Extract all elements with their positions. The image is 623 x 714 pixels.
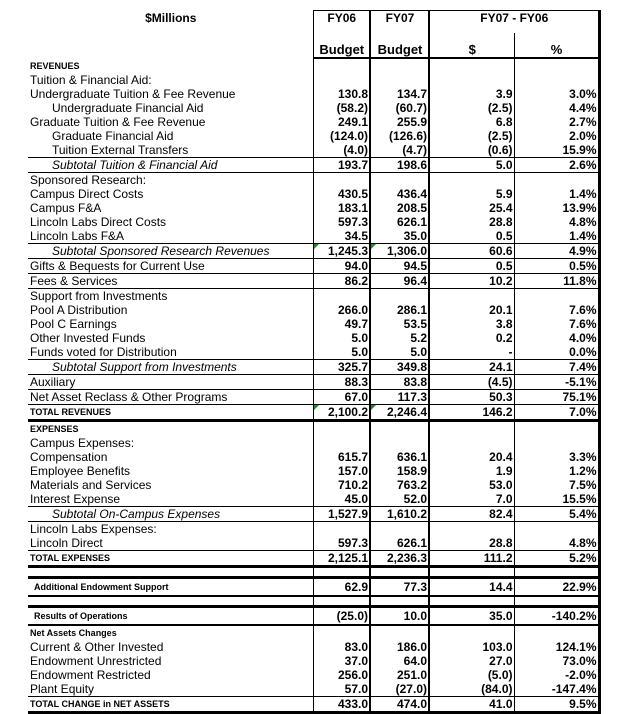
percent-change-value	[514, 567, 599, 578]
percent-change-value: 4.8%	[514, 536, 599, 551]
fy06-value: 62.9	[313, 578, 370, 597]
row-label: Campus Expenses:	[30, 436, 135, 450]
fy07-value: 763.2	[370, 478, 429, 492]
row-label: Subtotal Support from Investments	[28, 360, 313, 375]
percent-change-value: 15.9%	[514, 143, 599, 158]
percent-change-value: -2.0%	[514, 668, 599, 682]
dollar-change-value: (2.5)	[429, 101, 514, 115]
fy07-value	[370, 522, 429, 537]
table-row	[28, 129, 599, 143]
percent-change-value: 0.0%	[514, 345, 599, 360]
percent-change-value: 7.0%	[514, 405, 599, 421]
dollar-change-value	[429, 522, 514, 537]
total-row	[28, 405, 599, 421]
row-label: Graduate Tuition & Fee Revenue	[30, 115, 206, 129]
percent-change-value: 22.9%	[514, 578, 599, 597]
table-row	[28, 229, 599, 244]
dollar-change-value	[429, 567, 514, 578]
budget-table	[28, 10, 601, 59]
row-label: Materials and Services	[30, 478, 152, 492]
row-label	[28, 567, 313, 578]
fy07-value: 64.0	[370, 654, 429, 668]
row-label: Tuition & Financial Aid:	[30, 73, 152, 87]
dollar-change-value: 28.8	[429, 215, 514, 229]
percent-change-value: -5.1%	[514, 375, 599, 390]
total-row	[28, 551, 599, 567]
fy07-value	[370, 59, 429, 73]
row-label: REVENUES	[30, 61, 80, 71]
fy06-value	[313, 59, 370, 73]
fy07-value: 117.3	[370, 390, 429, 405]
percent-change-value: 1.4%	[514, 187, 599, 201]
percent-change-value	[514, 625, 599, 640]
percent-change-value: 3.3%	[514, 450, 599, 464]
dollar-change-value: 111.2	[429, 551, 514, 567]
percent-change-value: 7.6%	[514, 317, 599, 331]
fy07-value: 5.2	[370, 331, 429, 345]
row-label: Endowment Restricted	[30, 668, 151, 682]
fy06-value: 597.3	[313, 215, 370, 229]
dollar-change-value: 25.4	[429, 201, 514, 215]
spacer-row	[28, 596, 599, 607]
dollar-change-value: (84.0)	[429, 682, 514, 697]
fy07-value: 10.0	[370, 607, 429, 626]
dollar-change-value: 27.0	[429, 654, 514, 668]
row-label: Tuition External Transfers	[52, 143, 189, 157]
fy07-value: 5.0	[370, 345, 429, 360]
header-row-top	[28, 11, 599, 34]
dollar-change-value: 146.2	[429, 405, 514, 421]
row-label: Lincoln Labs Expenses:	[28, 522, 313, 537]
fy06-value: 88.3	[313, 375, 370, 390]
fy07-value: 474.0	[370, 697, 429, 713]
dollar-change-value: 103.0	[429, 640, 514, 654]
dollar-change-value: 60.6	[429, 244, 514, 259]
percent-change-value	[514, 596, 599, 607]
percent-change-value: 2.0%	[514, 129, 599, 143]
percent-change-value: 2.6%	[514, 158, 599, 173]
col-header-fy06: FY06	[313, 11, 370, 34]
row-label: Campus F&A	[30, 201, 102, 215]
fy07-value: (4.7)	[370, 143, 429, 158]
row-label: Sponsored Research:	[28, 173, 313, 188]
fy07-value: 94.5	[370, 259, 429, 274]
percent-change-value	[514, 173, 599, 188]
fy07-value	[370, 625, 429, 640]
endowment-support-row	[28, 578, 599, 597]
row-label: Lincoln Labs Direct Costs	[30, 215, 167, 229]
fy06-value: 1,245.3	[313, 244, 370, 259]
dollar-change-value: 5.0	[429, 158, 514, 173]
fy06-value: 433.0	[313, 697, 370, 713]
row-label: Campus Direct Costs	[30, 187, 144, 201]
percent-change-value	[514, 59, 599, 73]
fy07-value: 251.0	[370, 668, 429, 682]
dollar-change-value: 28.8	[429, 536, 514, 551]
fy07-value: 626.1	[370, 215, 429, 229]
row-label: Compensation	[30, 450, 108, 464]
fy07-value: 83.8	[370, 375, 429, 390]
percent-change-value: 1.2%	[514, 464, 599, 478]
fy07-value: 1,610.2	[370, 507, 429, 522]
fy06-value: 2,100.2	[313, 405, 370, 421]
row-label: Graduate Financial Aid	[52, 129, 174, 143]
row-label: Net Assets Changes	[30, 628, 117, 638]
row-label: Other Invested Funds	[30, 331, 146, 345]
row-label: Pool C Earnings	[30, 317, 117, 331]
row-label: Subtotal On-Campus Expenses	[28, 507, 313, 522]
fy06-value: 5.0	[313, 345, 370, 360]
dollar-change-value: 3.8	[429, 317, 514, 331]
fy06-value: 2,125.1	[313, 551, 370, 567]
percent-change-value: 4.4%	[514, 101, 599, 115]
table-row	[28, 464, 599, 478]
fy06-value	[313, 436, 370, 450]
fy07-value: 208.5	[370, 201, 429, 215]
table-row	[28, 450, 599, 464]
group-header	[28, 522, 599, 537]
group-header	[28, 436, 599, 450]
row-label: Results of Operations	[28, 607, 313, 626]
fy07-value: 134.7	[370, 87, 429, 101]
units-label: $Millions	[145, 10, 197, 25]
subtotal-row	[28, 244, 599, 259]
row-label: Interest Expense	[30, 492, 121, 506]
table-row	[28, 654, 599, 668]
percent-change-value: -147.4%	[514, 682, 599, 697]
percent-change-value	[514, 522, 599, 537]
table-row	[28, 187, 599, 201]
fy06-value	[313, 421, 370, 437]
row-label: Funds voted for Distribution	[30, 345, 177, 359]
dollar-change-value	[429, 59, 514, 73]
percent-change-value	[514, 289, 599, 304]
row-label: Employee Benefits	[30, 464, 131, 478]
percent-change-value	[514, 436, 599, 450]
row-label: TOTAL EXPENSES	[28, 551, 313, 567]
fy07-value: 96.4	[370, 274, 429, 289]
percent-change-value: 4.8%	[514, 215, 599, 229]
fy06-value: 5.0	[313, 331, 370, 345]
percent-change-value	[514, 421, 599, 437]
dollar-change-value: 20.4	[429, 450, 514, 464]
table-row	[28, 375, 599, 390]
percent-change-value: 3.0%	[514, 87, 599, 101]
fy07-value: 286.1	[370, 303, 429, 317]
row-label: Endowment Unrestricted	[30, 654, 162, 668]
row-label: TOTAL REVENUES	[28, 405, 313, 421]
dollar-change-value: (4.5)	[429, 375, 514, 390]
fy06-value: 249.1	[313, 115, 370, 129]
fy06-value: (58.2)	[313, 101, 370, 115]
percent-change-value: 124.1%	[514, 640, 599, 654]
dollar-change-value: 5.9	[429, 187, 514, 201]
row-label: Lincoln Direct	[30, 536, 103, 550]
fy06-value: 256.0	[313, 668, 370, 682]
percent-change-value: 5.4%	[514, 507, 599, 522]
col-header-fy07-budget: Budget	[370, 33, 429, 58]
row-label	[28, 596, 313, 607]
dollar-change-value: 0.5	[429, 259, 514, 274]
fy07-value	[370, 289, 429, 304]
fy06-value: 130.8	[313, 87, 370, 101]
fy06-value	[313, 567, 370, 578]
table-row	[28, 478, 599, 492]
dollar-change-value	[429, 421, 514, 437]
fy07-value: 77.3	[370, 578, 429, 597]
row-label: EXPENSES	[30, 424, 79, 434]
fy06-value: 183.1	[313, 201, 370, 215]
row-label: Undergraduate Tuition & Fee Revenue	[30, 87, 236, 101]
table-row	[28, 101, 599, 115]
fy06-value: (25.0)	[313, 607, 370, 626]
dollar-change-value: 82.4	[429, 507, 514, 522]
dollar-change-value: (2.5)	[429, 129, 514, 143]
fy07-value	[370, 173, 429, 188]
col-header-difference: FY07 - FY06	[429, 11, 599, 34]
col-header-fy06-budget: Budget	[313, 33, 370, 58]
dollar-change-value: (5.0)	[429, 668, 514, 682]
spacer-row	[28, 567, 599, 578]
dollar-change-value: 0.5	[429, 229, 514, 244]
fy06-value: 57.0	[313, 682, 370, 697]
table-row	[28, 215, 599, 229]
table-row	[28, 303, 599, 317]
percent-change-value: 11.8%	[514, 274, 599, 289]
row-label: Undergraduate Financial Aid	[52, 101, 204, 115]
percent-change-value: 75.1%	[514, 390, 599, 405]
percent-change-value: 4.0%	[514, 331, 599, 345]
percent-change-value: 5.2%	[514, 551, 599, 567]
percent-change-value: 2.7%	[514, 115, 599, 129]
table-row	[28, 331, 599, 345]
table-row	[28, 682, 599, 697]
fy07-value: 436.4	[370, 187, 429, 201]
fy06-value: 325.7	[313, 360, 370, 375]
fy07-value: 186.0	[370, 640, 429, 654]
row-label: Lincoln Labs F&A	[30, 229, 125, 243]
fy06-value: (4.0)	[313, 143, 370, 158]
budget-spreadsheet	[28, 10, 599, 714]
fy07-value: 35.0	[370, 229, 429, 244]
fy06-value	[313, 596, 370, 607]
fy06-value: 157.0	[313, 464, 370, 478]
dollar-change-value	[429, 436, 514, 450]
percent-change-value: 4.9%	[514, 244, 599, 259]
table-row	[28, 390, 599, 405]
percent-change-value: 7.5%	[514, 478, 599, 492]
table-row	[28, 259, 599, 274]
fy06-value: 86.2	[313, 274, 370, 289]
fy07-value: 158.9	[370, 464, 429, 478]
dollar-change-value: 7.0	[429, 492, 514, 507]
table-row	[28, 201, 599, 215]
dollar-change-value	[429, 289, 514, 304]
dollar-change-value: 24.1	[429, 360, 514, 375]
dollar-change-value: 41.0	[429, 697, 514, 713]
fy07-value: 1,306.0	[370, 244, 429, 259]
percent-change-value	[514, 73, 599, 87]
results-of-operations-row	[28, 607, 599, 626]
dollar-change-value	[429, 173, 514, 188]
fy07-value	[370, 596, 429, 607]
row-label: Plant Equity	[30, 682, 95, 696]
fy07-value	[370, 73, 429, 87]
fy06-value: 83.0	[313, 640, 370, 654]
subtotal-row	[28, 360, 599, 375]
percent-change-value: 13.9%	[514, 201, 599, 215]
fy06-value: 615.7	[313, 450, 370, 464]
table-row	[28, 668, 599, 682]
fy06-value: (124.0)	[313, 129, 370, 143]
dollar-change-value: 10.2	[429, 274, 514, 289]
dollar-change-value: 1.9	[429, 464, 514, 478]
row-label: Subtotal Tuition & Financial Aid	[28, 158, 313, 173]
fy07-value: 2,246.4	[370, 405, 429, 421]
dollar-change-value: -	[429, 345, 514, 360]
col-header-percent: %	[514, 33, 599, 58]
dollar-change-value	[429, 596, 514, 607]
fy06-value	[313, 625, 370, 640]
fy07-value: 255.9	[370, 115, 429, 129]
fy07-value: (126.6)	[370, 129, 429, 143]
fy07-value: (60.7)	[370, 101, 429, 115]
fy06-value: 67.0	[313, 390, 370, 405]
percent-change-value: 0.5%	[514, 259, 599, 274]
fy07-value: 349.8	[370, 360, 429, 375]
table-row	[28, 345, 599, 360]
fy06-value: 710.2	[313, 478, 370, 492]
fy06-value: 430.5	[313, 187, 370, 201]
group-header	[28, 73, 599, 87]
fy06-value: 37.0	[313, 654, 370, 668]
fy07-value: (27.0)	[370, 682, 429, 697]
fy07-value	[370, 421, 429, 437]
subtotal-row	[28, 158, 599, 173]
dollar-change-value: (0.6)	[429, 143, 514, 158]
percent-change-value: -140.2%	[514, 607, 599, 626]
row-label: Fees & Services	[28, 274, 313, 289]
table-row	[28, 115, 599, 129]
fy06-value: 266.0	[313, 303, 370, 317]
fy06-value	[313, 173, 370, 188]
dollar-change-value: 35.0	[429, 607, 514, 626]
dollar-change-value: 14.4	[429, 578, 514, 597]
fy07-value: 52.0	[370, 492, 429, 507]
dollar-change-value	[429, 73, 514, 87]
table-row	[28, 536, 599, 551]
percent-change-value: 1.4%	[514, 229, 599, 244]
group-header	[28, 173, 599, 188]
table-row	[28, 492, 599, 507]
fy06-value: 597.3	[313, 536, 370, 551]
dollar-change-value: 6.8	[429, 115, 514, 129]
table-row	[28, 87, 599, 101]
dollar-change-value: 0.2	[429, 331, 514, 345]
fy07-value: 2,236.3	[370, 551, 429, 567]
row-label: Auxiliary	[28, 375, 313, 390]
table-row	[28, 640, 599, 654]
percent-change-value: 73.0%	[514, 654, 599, 668]
fy07-value: 636.1	[370, 450, 429, 464]
row-label: Subtotal Sponsored Research Revenues	[28, 244, 313, 259]
subtotal-row	[28, 507, 599, 522]
fy07-value: 53.5	[370, 317, 429, 331]
fy07-value: 626.1	[370, 536, 429, 551]
fy07-value	[370, 436, 429, 450]
group-header	[28, 289, 599, 304]
table-row	[28, 274, 599, 289]
table-row	[28, 317, 599, 331]
percent-change-value: 9.5%	[514, 697, 599, 713]
row-label: Pool A Distribution	[30, 303, 128, 317]
budget-body	[28, 59, 601, 714]
fy06-value: 49.7	[313, 317, 370, 331]
percent-change-value: 7.4%	[514, 360, 599, 375]
dollar-change-value: 3.9	[429, 87, 514, 101]
fy07-value	[370, 567, 429, 578]
percent-change-value: 7.6%	[514, 303, 599, 317]
row-label: Net Asset Reclass & Other Programs	[28, 390, 313, 405]
fy06-value: 45.0	[313, 492, 370, 507]
section-header-expenses	[28, 421, 599, 437]
row-label: TOTAL CHANGE in NET ASSETS	[28, 697, 313, 713]
table-row	[28, 143, 599, 158]
fy06-value: 94.0	[313, 259, 370, 274]
fy06-value	[313, 522, 370, 537]
group-header	[28, 625, 599, 640]
fy06-value: 1,527.9	[313, 507, 370, 522]
col-header-fy07: FY07	[370, 11, 429, 34]
fy06-value	[313, 73, 370, 87]
dollar-change-value	[429, 625, 514, 640]
fy06-value	[313, 289, 370, 304]
dollar-change-value: 20.1	[429, 303, 514, 317]
fy06-value: 193.7	[313, 158, 370, 173]
row-label: Current & Other Invested	[30, 640, 164, 654]
dollar-change-value: 50.3	[429, 390, 514, 405]
fy07-value: 198.6	[370, 158, 429, 173]
row-label: Support from Investments	[28, 289, 313, 304]
dollar-change-value: 53.0	[429, 478, 514, 492]
row-label: Gifts & Bequests for Current Use	[28, 259, 313, 274]
percent-change-value: 15.5%	[514, 492, 599, 507]
row-label: Additional Endowment Support	[28, 578, 313, 597]
total-row	[28, 697, 599, 713]
col-header-dollar: $	[429, 33, 514, 58]
section-header-revenues	[28, 59, 599, 73]
fy06-value: 34.5	[313, 229, 370, 244]
